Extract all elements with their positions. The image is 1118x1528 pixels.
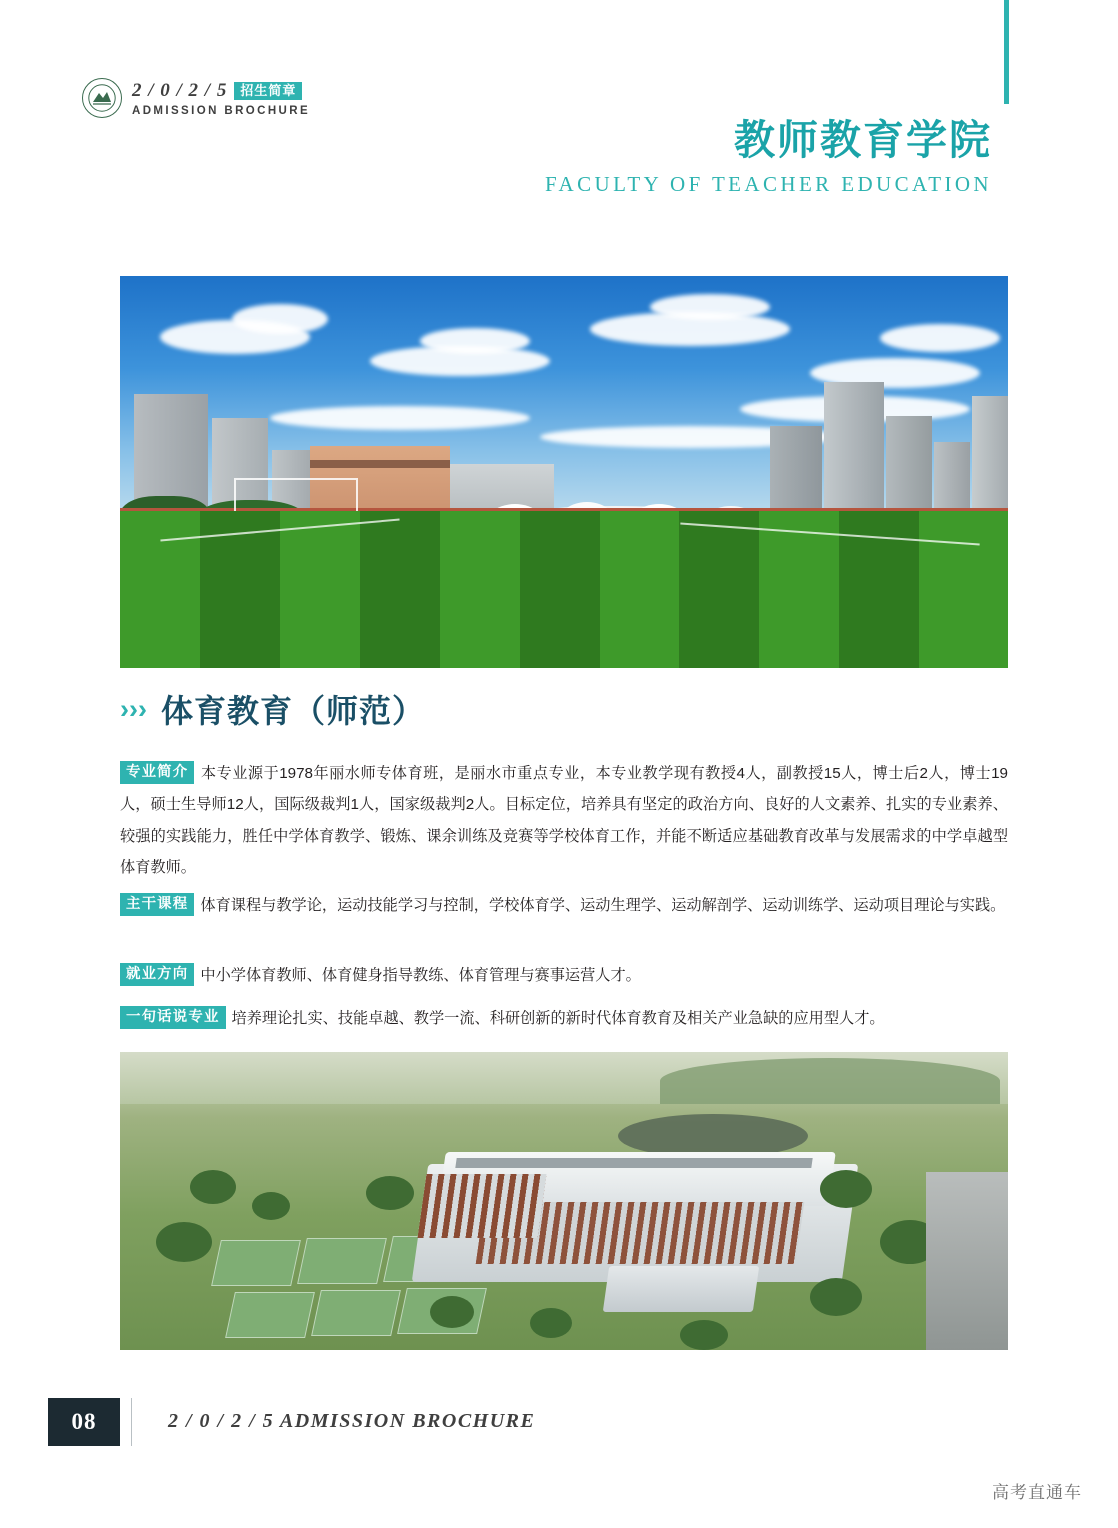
brochure-brand bbox=[82, 78, 310, 118]
section-tag-careers: 就业方向 bbox=[120, 963, 194, 986]
tree bbox=[190, 1170, 236, 1204]
cloud bbox=[880, 324, 1000, 352]
section-courses bbox=[120, 890, 1008, 921]
field-stripe bbox=[600, 511, 680, 668]
section-careers bbox=[120, 960, 1008, 991]
page-title-en: FACULTY OF TEACHER EDUCATION bbox=[545, 172, 992, 196]
tree bbox=[530, 1308, 572, 1338]
field-stripe bbox=[280, 511, 360, 668]
brand-badge: 招生简章 bbox=[234, 82, 302, 100]
chevron-right-icon: ››› bbox=[120, 693, 147, 724]
footer-divider bbox=[131, 1398, 132, 1446]
section-tag-courses: 主干课程 bbox=[120, 893, 194, 916]
brand-year: 2 / 0 / 2 / 5 bbox=[132, 79, 228, 101]
cloud bbox=[232, 304, 328, 334]
section-onesentence bbox=[120, 1003, 1008, 1034]
section-text-courses: 体育课程与教学论，运动技能学习与控制，学校体育学、运动生理学、运动解剖学、运动训练学、运动项目理论与实践。 bbox=[200, 897, 1006, 914]
sports-court bbox=[211, 1240, 301, 1286]
brand-subtitle: ADMISSION BROCHURE bbox=[132, 104, 311, 117]
sports-court bbox=[297, 1238, 387, 1284]
background-hills bbox=[660, 1058, 1000, 1104]
section-text-onesentence: 培养理论扎实、技能卓越、教学一流、科研创新的新时代体育教育及相关产业急缺的应用型人才。 bbox=[231, 1010, 885, 1027]
tree bbox=[366, 1176, 414, 1210]
sports-court bbox=[311, 1290, 401, 1336]
section-text-careers: 中小学体育教师、体育健身指导教练、体育管理与赛事运营人才。 bbox=[200, 967, 641, 984]
header-accent-bar bbox=[1004, 0, 1009, 104]
gymnasium-roof-ridge bbox=[455, 1158, 812, 1168]
tree bbox=[680, 1320, 728, 1350]
watermark: 高考直通车 bbox=[992, 1483, 1082, 1502]
cloud bbox=[270, 406, 530, 430]
gymnasium-facade bbox=[418, 1174, 547, 1238]
field-stripe bbox=[120, 511, 200, 668]
campus-sports-field-photo bbox=[120, 276, 1008, 668]
building-roof bbox=[310, 460, 450, 468]
football-field bbox=[120, 511, 1008, 668]
page-number: 08 bbox=[48, 1398, 120, 1446]
section-tag-onesentence: 一句话说专业 bbox=[120, 1006, 226, 1029]
sports-court bbox=[225, 1292, 315, 1338]
tree bbox=[820, 1170, 872, 1208]
section-intro bbox=[120, 758, 1008, 883]
page-title: 教师教育学院 bbox=[734, 117, 992, 163]
tree bbox=[252, 1192, 290, 1220]
gymnasium-entrance bbox=[603, 1266, 759, 1312]
cloud bbox=[650, 294, 770, 320]
section-tag-intro: 专业简介 bbox=[120, 761, 194, 784]
field-stripe bbox=[440, 511, 520, 668]
field-stripe bbox=[919, 511, 1008, 668]
tree bbox=[156, 1222, 212, 1262]
university-seal-icon bbox=[82, 78, 122, 118]
section-text-intro: 本专业源于1978年丽水师专体育班，是丽水市重点专业，本专业教学现有教授4人，副教授15人，博士后2人，博士19人，硕士生导师12人，国际级裁判1人，国家级裁判2人。目标定位，培养具有坚定的政治方向、良好的人文素养、扎实的专业素养、较强的实践能力，胜任中学体育教学、锻炼、课余训练及竞赛等学校体育工作，并能不断适应基础教育改革与发展需求的中学卓越型体育教师。 bbox=[120, 765, 1008, 876]
tree bbox=[430, 1296, 474, 1328]
program-heading bbox=[120, 686, 425, 732]
footer-text: 2 / 0 / 2 / 5 ADMISSION BROCHURE bbox=[168, 1410, 536, 1432]
gymnasium-aerial-rendering bbox=[120, 1052, 1008, 1350]
tree bbox=[810, 1278, 862, 1316]
program-name: 体育教育（师范） bbox=[160, 693, 425, 729]
rock-face bbox=[926, 1172, 1008, 1350]
cloud bbox=[420, 328, 530, 354]
